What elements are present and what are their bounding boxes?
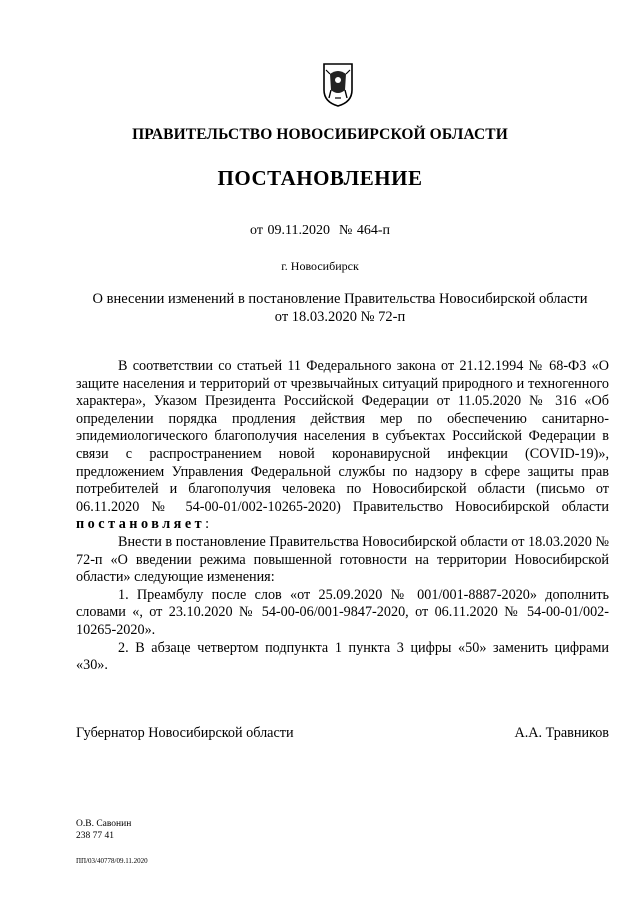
subject-line-1: О внесении изменений в постановление Правительства Новосибирской области (92, 291, 588, 307)
document-subject (60, 290, 620, 326)
item-1-paragraph: 1. Преамбулу после слов «от 25.09.2020 № 001/001-8887-2020» дополнить словами «, от 23.10.2020 № 54-00-06/001-9847-2020, от 06.11.2020 № 54-00-01/002-10265-2020». (76, 586, 609, 638)
item-2-paragraph: 2. В абзаце четвертом подпункта 1 пункта 3 цифры «50» заменить цифрами «30». (76, 639, 609, 674)
preamble-text: В соответствии со статьей 11 Федерального закона от 21.12.1994 № 68-ФЗ «О защите населения и территорий от чрезвычайных ситуаций природного и техногенного характера», Указом Президента Российской Федерации от 11.05.2020 № 316 «Об определении порядка продления действия мер по обеспечению санитарно-эпидемиологического благополучия населения в субъектах Российской Федерации в связи с распространением новой коронавирусной инфекции (COVID-19)», предложением Управления Федеральной службы по надзору в сфере защиты прав потребителей и благополучия человека по Новосибирской области (письмо от 06.11.2020 № 54-00-01/002-10265-2020) Правительство Новосибирской области (76, 358, 609, 515)
resolves-word: постановляет (76, 516, 206, 533)
document-code: ПП/03/40778/09.11.2020 (76, 857, 148, 865)
document-type: ПОСТАНОВЛЕНИЕ (217, 166, 423, 190)
subject-line-2: от 18.03.2020 № 72-п (274, 309, 406, 325)
item-intro-paragraph: Внести в постановление Правительства Новосибирской области от 18.03.2020 № 72-п «О введении режима повышенной готовности на территории Новосибирской области» следующие изменения: (76, 533, 609, 586)
city: г. Новосибирск (281, 259, 359, 273)
organization-title: ПРАВИТЕЛЬСТВО НОВОСИБИРСКОЙ ОБЛАСТИ (132, 126, 508, 143)
document-body (76, 358, 609, 675)
executor-name: О.В. Савонин (76, 819, 132, 829)
preamble-paragraph (76, 358, 609, 534)
signatory-name: А.А. Травников (514, 725, 609, 741)
resolves-punct: : (205, 516, 210, 533)
signatory-position: Губернатор Новосибирской области (76, 725, 294, 741)
number-sign: № (338, 223, 353, 238)
signature-block (76, 725, 609, 742)
executor-phone: 238 77 41 (76, 831, 114, 841)
date-prefix: от (250, 223, 263, 238)
date-number-line (0, 223, 640, 239)
executor-block (76, 818, 131, 842)
coat-of-arms-icon (318, 60, 358, 108)
document-date: 09.11.2020 (267, 223, 330, 238)
document-number: 464-п (356, 223, 390, 238)
